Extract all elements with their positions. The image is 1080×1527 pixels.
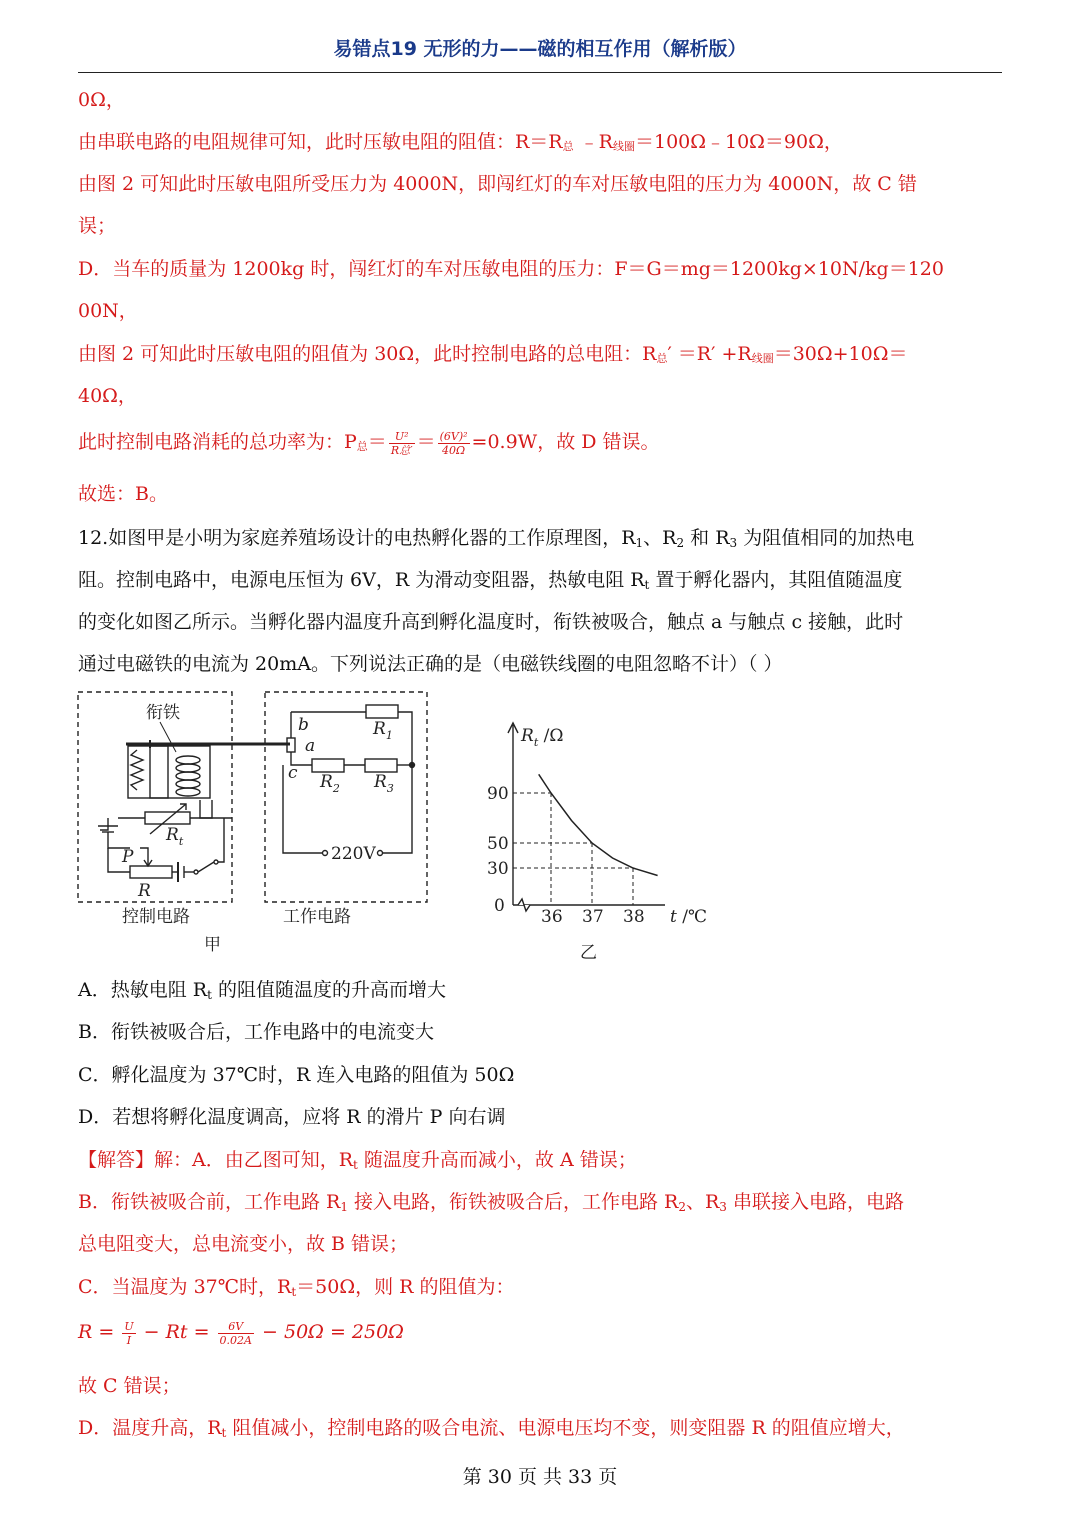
page-footer: 第 30 页 共 33 页 xyxy=(462,1466,618,1488)
c-label: c xyxy=(288,763,298,783)
question-line: 12.如图甲是小明为家庭养殖场设计的电热孵化器的工作原理图，$R_1$、$R_2$ 和 $R_3$ 为阻值相同的加热电 xyxy=(78,527,915,550)
fraction: $\frac{\text{U²}}{\text{R总′}}$ xyxy=(390,429,413,457)
y-axis-arrow xyxy=(508,723,518,733)
iron-core xyxy=(150,746,168,798)
work-caption: 工作电路 xyxy=(283,907,351,927)
voltage-label: 220V xyxy=(331,844,376,864)
text-line: 误； xyxy=(78,215,117,237)
equation-line: R = $\frac{U}{I}$ − Rt = $\frac{6V}{0.02A}$ − 50Ω = 250Ω xyxy=(78,1319,404,1347)
armature-label: 衔铁 xyxy=(146,703,180,723)
spring-icon xyxy=(131,750,143,790)
p-label: P xyxy=(122,847,134,867)
r2-label: $R_2$ xyxy=(320,772,340,795)
text-line: 由串联电路的电阻规律可知，此时压敏电阻的阻值：R＝R总 ﹣R线圈＝100Ω﹣10Ω＝90Ω， xyxy=(78,131,843,153)
resistor-r1 xyxy=(366,705,398,718)
fraction: $\frac{U}{I}$ xyxy=(124,1319,134,1347)
text-line: 故选：B。 xyxy=(78,483,168,505)
control-caption: 控制电路 xyxy=(122,907,190,927)
figure-caption-jia: 甲 xyxy=(204,935,221,955)
text-line: 40Ω， xyxy=(78,385,137,407)
origin-label: 0 xyxy=(494,896,505,916)
power-formula-line: 此时控制电路消耗的总功率为：P总＝ $\frac{\text{U²}}{\text{R总′}}$ ＝ $\frac{\text{(6V)²}}{40\Omega}$ =0.9W，故 D 错误。 xyxy=(78,429,660,457)
work-circuit-box xyxy=(265,692,427,902)
r1-label: $R_1$ xyxy=(373,719,393,742)
rt-label: $R_t$ xyxy=(166,825,184,848)
thermistor-rt xyxy=(145,812,190,824)
x-tick-label: 37 xyxy=(582,907,604,927)
rt-curve xyxy=(539,774,658,875)
text-line: 由图 2 可知此时压敏电阻的阻值为 30Ω，此时控制电路的总电阻：R总′ ＝R′ +R线圈＝30Ω+10Ω＝ xyxy=(78,343,908,365)
answer-line: B．衔铁被吸合前，工作电路 $R_1$ 接入电路，衔铁被吸合后，工作电路 $R_2$、$R_3$ 串联接入电路，电路 xyxy=(78,1191,904,1214)
page-header xyxy=(78,28,1002,73)
answer-line: 故 C 错误； xyxy=(78,1375,181,1397)
y-tick-label: 50 xyxy=(487,834,509,854)
a-label: a xyxy=(305,736,316,756)
header-title: 易错点19 无形的力——磁的相互作用（解析版） xyxy=(333,38,747,60)
resistor-r2 xyxy=(312,759,344,772)
text-line: D．当车的质量为 1200kg 时，闯红灯的车对压敏电阻的压力：F＝G＝mg＝1200kg×10N/kg＝120 xyxy=(78,258,944,280)
option-c: C．孵化温度为 37℃时，R 连入电路的阻值为 50Ω xyxy=(78,1064,515,1086)
text-line: 0Ω， xyxy=(78,89,125,111)
axis-break xyxy=(518,899,530,911)
answer-line: D．温度升高，$R_t$ 阻值减小，控制电路的吸合电流、电源电压均不变，则变阻器 R 的阻值应增大， xyxy=(78,1417,905,1440)
r3-label: $R_3$ xyxy=(374,772,394,795)
text-line: 由图 2 可知此时压敏电阻所受压力为 4000N，即闯红灯的车对压敏电阻的压力为 4000N，故 C 错 xyxy=(78,173,917,195)
question-line: 的变化如图乙所示。当孵化器内温度升高到孵化温度时，衔铁被吸合，触点 a 与触点 c 接触，此时 xyxy=(78,611,904,633)
resistor-r3 xyxy=(365,759,397,772)
y-tick-label: 90 xyxy=(487,784,509,804)
question-line: 通过电磁铁的电流为 20mA。下列说法正确的是（电磁铁线圈的电阻忽略不计）（ ） xyxy=(78,653,783,675)
option-a: A．热敏电阻 $R_t$ 的阻值随温度的升高而增大 xyxy=(78,979,446,1002)
y-axis-label: $R_t$ /Ω xyxy=(521,726,564,749)
contact-a xyxy=(287,738,295,752)
x-axis-label: t /℃ xyxy=(670,907,707,927)
electromagnet-frame xyxy=(128,746,210,798)
answer-line: C．当温度为 37℃时，$R_t=50\Omega$，则 R 的阻值为： xyxy=(78,1276,515,1299)
rheostat-r xyxy=(130,866,172,878)
question-line: 阻。控制电路中，电源电压恒为 6V，R 为滑动变阻器，热敏电阻 $R_t$ 置于孵化器内，其阻值随温度 xyxy=(78,569,903,592)
y-tick-label: 30 xyxy=(487,859,509,879)
option-d: D．若想将孵化温度调高，应将 R 的滑片 P 向右调 xyxy=(78,1106,506,1128)
coil-icon xyxy=(176,756,200,796)
option-b: B．衔铁被吸合后，工作电路中的电流变大 xyxy=(78,1021,434,1043)
answer-line: 【解答】解：A．由乙图可知，$R_t$ 随温度升高而减小，故 A 错误； xyxy=(78,1149,637,1172)
b-label: b xyxy=(298,715,309,735)
fraction: $\frac{\text{(6V)²}}{40\Omega}$ xyxy=(439,429,468,457)
x-tick-label: 36 xyxy=(541,907,563,927)
answer-line: 总电阻变大，总电流变小，故 B 错误； xyxy=(78,1233,409,1255)
text-line: 00N， xyxy=(78,300,138,322)
fraction: $\frac{6V}{0.02A}$ xyxy=(219,1319,252,1347)
x-tick-label: 38 xyxy=(623,907,645,927)
r-label: R xyxy=(138,881,151,901)
figure-caption-yi: 乙 xyxy=(580,943,597,963)
control-circuit-box xyxy=(78,692,232,902)
